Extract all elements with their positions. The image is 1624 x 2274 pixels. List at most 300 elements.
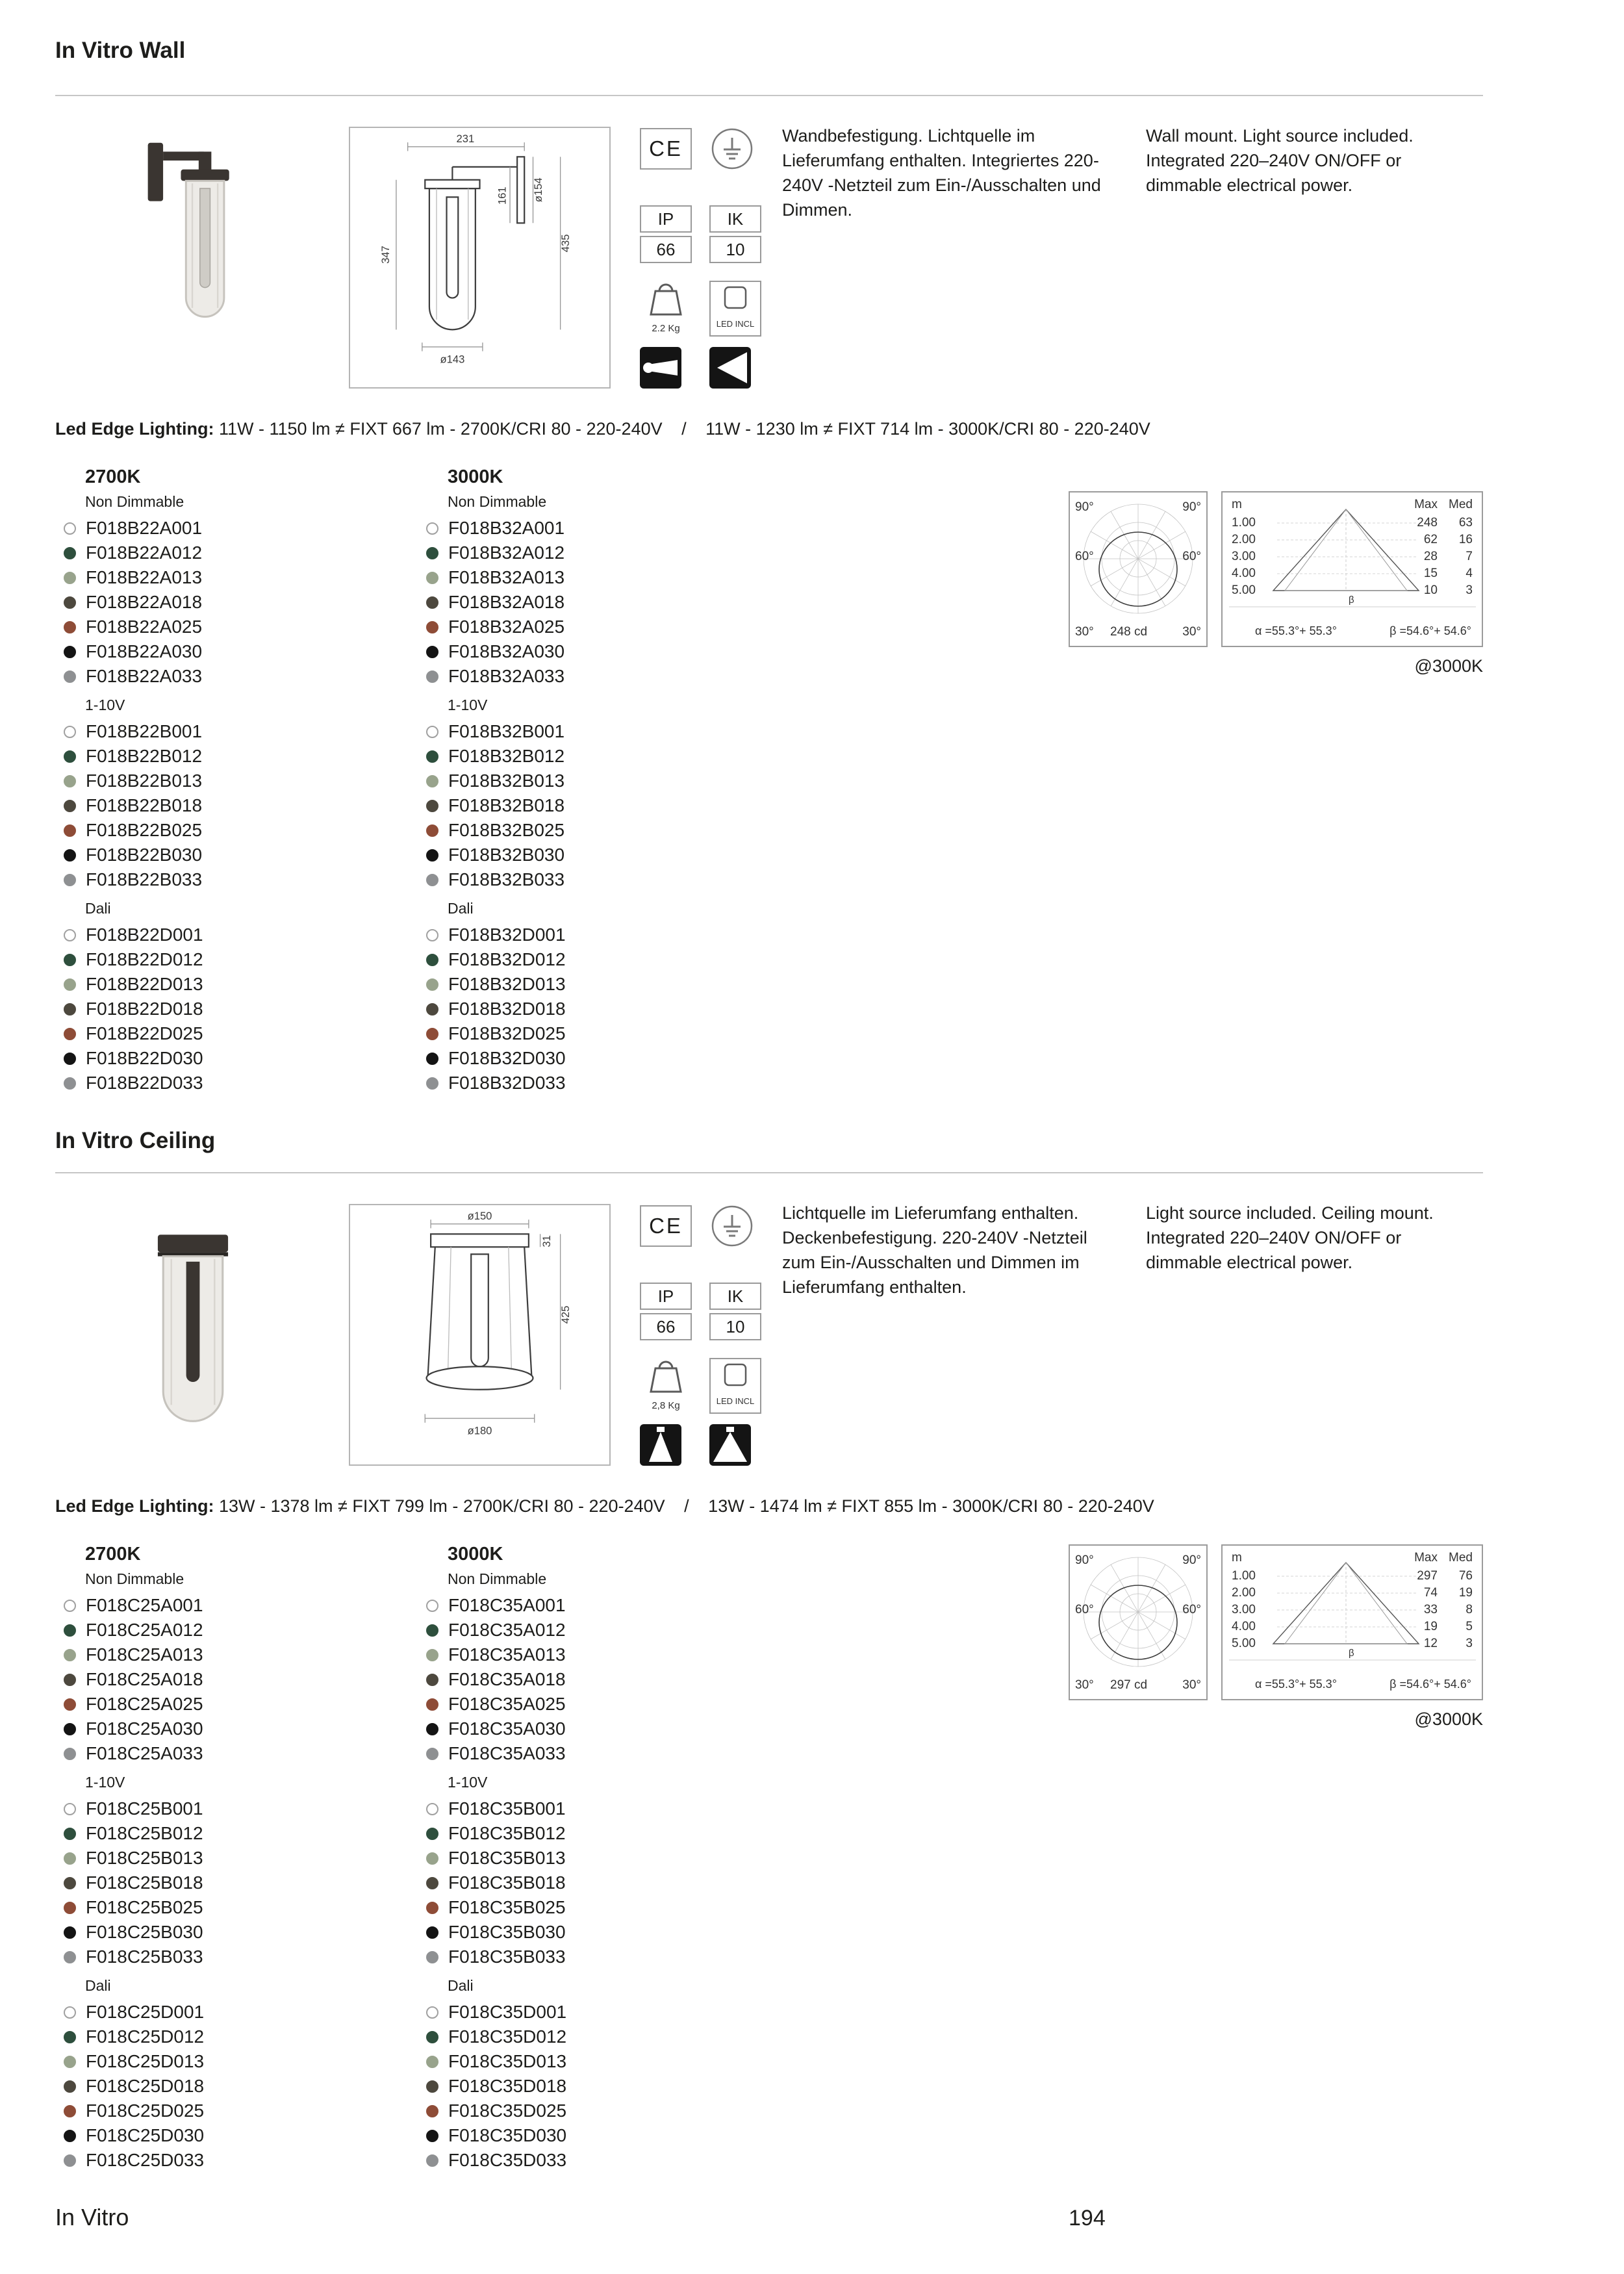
description-german: Lichtquelle im Lieferumfang enthalten. Deckenbefestigung. 220-240V -Netzteil zum Ein-/Ausschalten und Dimmen im Lieferumfang enthalten.: [782, 1203, 1087, 1297]
dimming-group-label: 1-10V: [448, 1774, 488, 1791]
finish-color-dot: [64, 1649, 76, 1661]
polar-angle-label: 90°: [1075, 1553, 1094, 1567]
product-code-row: [64, 1871, 401, 1895]
finish-color-dot: [426, 646, 438, 658]
dimming-group-label: 1-10V: [85, 1774, 125, 1791]
product-code: F018C35A012: [448, 1620, 566, 1640]
product-code: F018C35D001: [448, 2002, 567, 2022]
finish-color-dot: [426, 671, 438, 683]
product-code: F018B32B018: [448, 795, 565, 815]
alpha-angle-text: α =55.3°+ 55.3°: [1255, 624, 1337, 637]
dimming-group-label: Dali: [85, 900, 111, 917]
dimming-group-label: Non Dimmable: [85, 493, 184, 510]
description-english: Light source included. Ceiling mount. Integrated 220–240V ON/OFF or dimmable electrical power.: [1146, 1203, 1434, 1272]
finish-color-dot: [426, 1951, 438, 1963]
product-code-row: [426, 997, 764, 1021]
led-spec-separator: /: [684, 1496, 689, 1516]
med-lux-value: 3: [1465, 1637, 1473, 1650]
product-code-row: [426, 793, 764, 818]
light-distribution-icon-ceiling-2: [709, 1424, 751, 1469]
code-list: [426, 923, 764, 1095]
code-group: [64, 696, 401, 892]
product-code: F018C35B012: [448, 1823, 566, 1843]
product-code: F018C25A013: [86, 1644, 203, 1665]
ip-rating-badge: [640, 205, 692, 263]
finish-color-dot: [426, 1028, 438, 1040]
ik-rating-badge: [709, 205, 761, 263]
max-lux-value: 12: [1423, 1637, 1438, 1650]
section-title-ceiling: In Vitro Ceiling: [55, 1128, 216, 1153]
product-code: F018B22D033: [86, 1073, 203, 1093]
led-included-label: LED INCL: [716, 319, 755, 329]
product-code: F018C25A001: [86, 1595, 203, 1615]
med-header: Med: [1449, 498, 1473, 511]
product-code: F018C35A018: [448, 1669, 566, 1689]
polar-angle-label: 60°: [1075, 550, 1094, 563]
max-lux-value: 74: [1423, 1586, 1438, 1600]
led-spec-3000k: 11W - 1230 lm ≠ FIXT 714 lm - 3000K/CRI 80 - 220-240V: [705, 419, 1150, 439]
cone-table-row: [1232, 515, 1473, 531]
code-group: [426, 493, 764, 689]
product-code-row: [64, 1667, 401, 1692]
product-code: F018B32D001: [448, 925, 566, 945]
product-code-row: [426, 541, 764, 565]
product-code: F018B22B030: [86, 845, 203, 865]
finish-color-dot: [426, 1828, 438, 1840]
finish-color-dot: [426, 2105, 438, 2117]
finish-color-dot: [64, 646, 76, 658]
finish-color-dot: [64, 1053, 76, 1065]
product-code: F018B22D001: [86, 925, 203, 945]
max-header: Max: [1414, 498, 1438, 511]
finish-color-dot: [426, 874, 438, 886]
led-spec-2700k: 11W - 1150 lm ≠ FIXT 667 lm - 2700K/CRI 80 - 220-240V: [218, 419, 663, 439]
color-temp-header: 2700K: [85, 466, 141, 487]
meter-axis-label: m: [1232, 498, 1242, 511]
finish-color-dot: [426, 2056, 438, 2068]
product-code-row: [426, 744, 764, 769]
code-list: [64, 719, 401, 892]
product-code: F018C25B013: [86, 1848, 203, 1868]
finish-color-dot: [64, 1624, 76, 1637]
product-code-row: [64, 867, 401, 892]
code-list: [426, 2000, 764, 2173]
product-code: F018C35A025: [448, 1694, 566, 1714]
product-code-row: [426, 1945, 764, 1969]
cone-table-rows: [1232, 1568, 1473, 1652]
finish-color-dot: [64, 2130, 76, 2142]
med-lux-value: 76: [1458, 1569, 1473, 1583]
code-list: [64, 1796, 401, 1969]
finish-color-dot: [64, 1028, 76, 1040]
product-code-row: [426, 719, 764, 744]
polar-diagram-ceiling: [1069, 1544, 1208, 1700]
finish-color-dot: [64, 929, 76, 941]
cone-table-row: [1232, 531, 1473, 548]
finish-color-dot: [426, 621, 438, 633]
finish-color-dot: [426, 1600, 438, 1612]
product-code-row: [64, 1642, 401, 1667]
finish-color-dot: [426, 1053, 438, 1065]
finish-color-dot: [64, 1803, 76, 1815]
cone-table-row: [1232, 548, 1473, 565]
product-code: F018C25D030: [86, 2125, 205, 2145]
max-lux-value: 62: [1423, 533, 1438, 546]
dim-h-canopy: 31: [540, 1235, 553, 1247]
section-title-wall: In Vitro Wall: [55, 38, 186, 63]
dim-diam-top: ø154: [531, 177, 544, 203]
led-edge-lighting-line: [55, 419, 1150, 439]
finish-color-dot: [426, 1624, 438, 1637]
finish-color-dot: [426, 2031, 438, 2043]
product-code: F018B22B012: [86, 746, 203, 766]
max-lux-value: 10: [1423, 583, 1438, 597]
cone-table-row: [1232, 565, 1473, 582]
finish-color-dot: [426, 1674, 438, 1686]
product-code-row: [64, 565, 401, 590]
finish-color-dot: [426, 2080, 438, 2093]
product-code: F018B22B033: [86, 869, 203, 889]
beta-mark: β: [1349, 594, 1354, 606]
color-temp-header: 2700K: [85, 1544, 141, 1565]
product-code-row: [426, 2025, 764, 2049]
med-lux-value: 3: [1465, 583, 1473, 597]
code-list: [64, 1593, 401, 1766]
max-lux-value: 33: [1423, 1603, 1438, 1616]
ik-value: 10: [709, 1313, 761, 1340]
codes-column-ceiling-3000k: [426, 1544, 764, 2173]
finish-color-dot: [64, 954, 76, 966]
product-code-row: [426, 947, 764, 972]
polar-angle-label: 60°: [1182, 1603, 1201, 1616]
polar-diagram-wall: [1069, 491, 1208, 647]
product-code-row: [64, 2074, 401, 2099]
polar-angle-label: 60°: [1075, 1603, 1094, 1616]
page-number: 194: [1069, 2206, 1106, 2230]
product-code: F018B22D012: [86, 949, 203, 969]
finish-color-dot: [426, 978, 438, 991]
cone-table-row: [1232, 1602, 1473, 1618]
max-lux-value: 28: [1423, 550, 1438, 563]
finish-color-dot: [426, 1723, 438, 1735]
product-code: F018B22B013: [86, 771, 203, 791]
code-list: [426, 719, 764, 892]
finish-color-dot: [64, 572, 76, 584]
product-code-row: [64, 541, 401, 565]
product-code: F018B32D013: [448, 974, 566, 994]
max-lux-value: 248: [1417, 516, 1438, 530]
med-lux-value: 8: [1465, 1603, 1473, 1616]
codes-column-wall-2700k: [64, 466, 401, 1095]
product-code-row: [426, 1046, 764, 1071]
product-code: F018C35D013: [448, 2051, 567, 2071]
distance-value: 1.00: [1232, 1569, 1256, 1583]
product-code: F018C35A030: [448, 1718, 566, 1739]
dimming-group-label: Dali: [448, 1977, 474, 1994]
product-code-row: [64, 1618, 401, 1642]
led-edge-lighting-line: [55, 1496, 1154, 1516]
finish-color-dot: [64, 1828, 76, 1840]
cone-diagram-ceiling: [1221, 1544, 1483, 1700]
product-code-row: [64, 2049, 401, 2074]
finish-color-dot: [64, 824, 76, 837]
med-header: Med: [1449, 1551, 1473, 1565]
code-group: [64, 1977, 401, 2173]
cone-diagram-wall: [1221, 491, 1483, 647]
ip-label: IP: [640, 205, 692, 233]
finish-color-dot: [64, 1852, 76, 1865]
product-code-row: [64, 2099, 401, 2123]
code-list: [426, 1796, 764, 1969]
finish-color-dot: [426, 1926, 438, 1939]
light-distribution-icon-wall-1: [640, 347, 681, 392]
product-code-row: [64, 1741, 401, 1766]
distance-value: 5.00: [1232, 1637, 1256, 1650]
product-code: F018B32D030: [448, 1048, 566, 1068]
finish-color-dot: [426, 1877, 438, 1889]
alpha-angle-text: α =55.3°+ 55.3°: [1255, 1678, 1337, 1691]
product-code-row: [426, 664, 764, 689]
weight-icon: [640, 1358, 692, 1411]
max-lux-value: 297: [1417, 1569, 1438, 1583]
finish-color-dot: [64, 726, 76, 738]
finish-color-dot: [64, 978, 76, 991]
product-code: F018B22D025: [86, 1023, 203, 1043]
dim-h-total: 425: [559, 1305, 572, 1324]
finish-color-dot: [426, 572, 438, 584]
product-code: F018C35D025: [448, 2101, 567, 2121]
product-code: F018B32A012: [448, 543, 565, 563]
dimming-group-label: 1-10V: [85, 696, 125, 713]
distance-value: 5.00: [1232, 583, 1256, 597]
finish-color-dot: [426, 1852, 438, 1865]
photometry-note: @3000K: [1414, 656, 1483, 676]
finish-color-dot: [64, 1077, 76, 1090]
product-code: F018C35B030: [448, 1922, 566, 1942]
beta-angle-text: β =54.6°+ 54.6°: [1389, 624, 1471, 637]
product-code-row: [64, 843, 401, 867]
finish-color-dot: [426, 775, 438, 787]
finish-color-dot: [64, 1877, 76, 1889]
product-code: F018B32D033: [448, 1073, 566, 1093]
product-code: F018B22A030: [86, 641, 203, 661]
finish-color-dot: [426, 849, 438, 862]
finish-color-dot: [426, 1003, 438, 1016]
product-code-row: [426, 1741, 764, 1766]
product-code: F018B32B025: [448, 820, 565, 840]
dim-h-total: 435: [559, 234, 572, 253]
product-code: F018B22A018: [86, 592, 203, 612]
code-group: [426, 696, 764, 892]
distance-value: 4.00: [1232, 567, 1256, 580]
finish-color-dot: [426, 2154, 438, 2167]
ground-icon: [709, 126, 755, 175]
product-code: F018C25B018: [86, 1872, 203, 1893]
product-code-row: [64, 590, 401, 615]
product-code-row: [426, 1895, 764, 1920]
product-code-row: [64, 639, 401, 664]
product-code: F018B22D030: [86, 1048, 203, 1068]
finish-color-dot: [64, 596, 76, 609]
med-lux-value: 16: [1458, 533, 1473, 546]
color-temp-header: 3000K: [448, 466, 503, 487]
light-distribution-icon-wall-2: [709, 347, 751, 392]
med-lux-value: 5: [1465, 1620, 1473, 1633]
finish-color-dot: [426, 1803, 438, 1815]
product-code-row: [426, 1692, 764, 1717]
code-list: [426, 1593, 764, 1766]
product-code-row: [64, 972, 401, 997]
product-code-row: [426, 1618, 764, 1642]
polar-angle-label: 30°: [1075, 1678, 1094, 1692]
cone-table-row: [1232, 1568, 1473, 1585]
product-code-row: [426, 843, 764, 867]
product-code: F018C35A033: [448, 1743, 566, 1763]
finish-color-dot: [426, 1698, 438, 1711]
ik-value: 10: [709, 236, 761, 263]
max-header: Max: [1414, 1551, 1438, 1565]
product-code: F018C35B013: [448, 1848, 566, 1868]
product-code-row: [64, 1945, 401, 1969]
finish-color-dot: [64, 547, 76, 559]
med-lux-value: 19: [1458, 1586, 1473, 1600]
product-code: F018B22A013: [86, 567, 203, 587]
med-lux-value: 4: [1465, 567, 1473, 580]
product-code: F018C35D012: [448, 2026, 567, 2047]
product-code: F018C35B001: [448, 1798, 566, 1819]
product-code: F018B22B018: [86, 795, 203, 815]
beta-angle-text: β =54.6°+ 54.6°: [1389, 1678, 1471, 1691]
dim-diam-bottom: ø143: [440, 353, 465, 366]
distance-value: 2.00: [1232, 1586, 1256, 1600]
product-code-row: [426, 867, 764, 892]
product-code-row: [426, 1593, 764, 1618]
code-group: [64, 493, 401, 689]
finish-color-dot: [426, 2130, 438, 2142]
product-code-row: [64, 664, 401, 689]
wall-technical-drawing: [349, 127, 611, 389]
wall-lamp-photo: [138, 135, 277, 362]
cone-table-header: [1392, 498, 1473, 512]
codes-column-wall-3000k: [426, 466, 764, 1095]
finish-color-dot: [64, 1698, 76, 1711]
product-code: F018B32B030: [448, 845, 565, 865]
weight-value: 2.2 Kg: [652, 323, 680, 334]
polar-angle-label: 90°: [1182, 1553, 1201, 1567]
photometry-note: @3000K: [1414, 1709, 1483, 1729]
product-code: F018B32A013: [448, 567, 565, 587]
finish-color-dot: [64, 671, 76, 683]
finish-color-dot: [426, 954, 438, 966]
product-code: F018C25A033: [86, 1743, 203, 1763]
product-code-row: [426, 590, 764, 615]
product-code: F018B22A012: [86, 543, 203, 563]
product-code: F018B32A033: [448, 666, 565, 686]
meter-axis-label: m: [1232, 1551, 1242, 1565]
product-code: F018C25D025: [86, 2101, 205, 2121]
finish-color-dot: [64, 2080, 76, 2093]
polar-angle-label: 30°: [1075, 625, 1094, 639]
product-code: F018C25D033: [86, 2150, 205, 2170]
dim-diam-bottom: ø180: [467, 1424, 492, 1437]
product-code-row: [426, 972, 764, 997]
code-group: [64, 1774, 401, 1969]
finish-color-dot: [64, 1723, 76, 1735]
product-code: F018C25D012: [86, 2026, 205, 2047]
product-code: F018C35D033: [448, 2150, 567, 2170]
description-english: Wall mount. Light source included. Integrated 220–240V ON/OFF or dimmable electrical power.: [1146, 126, 1414, 195]
product-code: F018C25B001: [86, 1798, 203, 1819]
product-code-row: [426, 1021, 764, 1046]
product-code: F018B32B001: [448, 721, 565, 741]
finish-color-dot: [64, 2006, 76, 2019]
product-code: F018B22B025: [86, 820, 203, 840]
dimming-group-label: Dali: [85, 1977, 111, 1994]
product-code: F018C35A001: [448, 1595, 566, 1615]
product-code-row: [426, 1920, 764, 1945]
finish-color-dot: [426, 824, 438, 837]
polar-angle-label: 60°: [1182, 550, 1201, 563]
product-code: F018B32A018: [448, 592, 565, 612]
ip-value: 66: [640, 1313, 692, 1340]
dim-h-body: 347: [379, 246, 392, 264]
finish-color-dot: [64, 1748, 76, 1760]
distance-value: 2.00: [1232, 533, 1256, 546]
product-code: F018B22A033: [86, 666, 203, 686]
distance-value: 1.00: [1232, 516, 1256, 530]
product-code-row: [426, 1667, 764, 1692]
ce-mark: CE: [640, 1205, 692, 1247]
product-code: F018B32A025: [448, 617, 565, 637]
description-german: Wandbefestigung. Lichtquelle im Lieferumfang enthalten. Integriertes 220-240V -Netzteil zum Ein-/Ausschalten und Dimmen.: [782, 126, 1101, 220]
med-lux-value: 63: [1458, 516, 1473, 530]
weight-value: 2,8 Kg: [652, 1400, 680, 1411]
product-code: F018C25D018: [86, 2076, 205, 2096]
polar-angle-label: 30°: [1182, 1678, 1201, 1692]
polar-angle-label: 90°: [1182, 500, 1201, 514]
dim-h-small: 161: [496, 186, 509, 205]
product-code-row: [426, 1071, 764, 1095]
product-code: F018C25A018: [86, 1669, 203, 1689]
product-code: F018C25B033: [86, 1947, 203, 1967]
product-code-row: [64, 1796, 401, 1821]
product-code-row: [426, 1871, 764, 1895]
dimming-group-label: 1-10V: [448, 696, 488, 713]
finish-color-dot: [426, 929, 438, 941]
product-code: F018B22D018: [86, 999, 203, 1019]
product-code-row: [64, 769, 401, 793]
ceiling-lamp-photo: [144, 1229, 242, 1435]
finish-color-dot: [64, 2031, 76, 2043]
product-code: F018B32D012: [448, 949, 566, 969]
product-code: F018C25A025: [86, 1694, 203, 1714]
product-code: F018B22D013: [86, 974, 203, 994]
cone-table-header: [1392, 1551, 1473, 1565]
dimming-group-label: Non Dimmable: [85, 1570, 184, 1587]
cone-table-row: [1232, 1585, 1473, 1602]
product-code-row: [64, 1021, 401, 1046]
product-code-row: [426, 516, 764, 541]
distance-value: 3.00: [1232, 550, 1256, 563]
finish-color-dot: [64, 1902, 76, 1914]
product-code: F018B22A025: [86, 617, 203, 637]
product-code-row: [426, 923, 764, 947]
finish-color-dot: [64, 775, 76, 787]
product-code-row: [64, 2148, 401, 2173]
finish-color-dot: [426, 726, 438, 738]
beta-mark: β: [1349, 1648, 1354, 1659]
product-code: F018C25B030: [86, 1922, 203, 1942]
